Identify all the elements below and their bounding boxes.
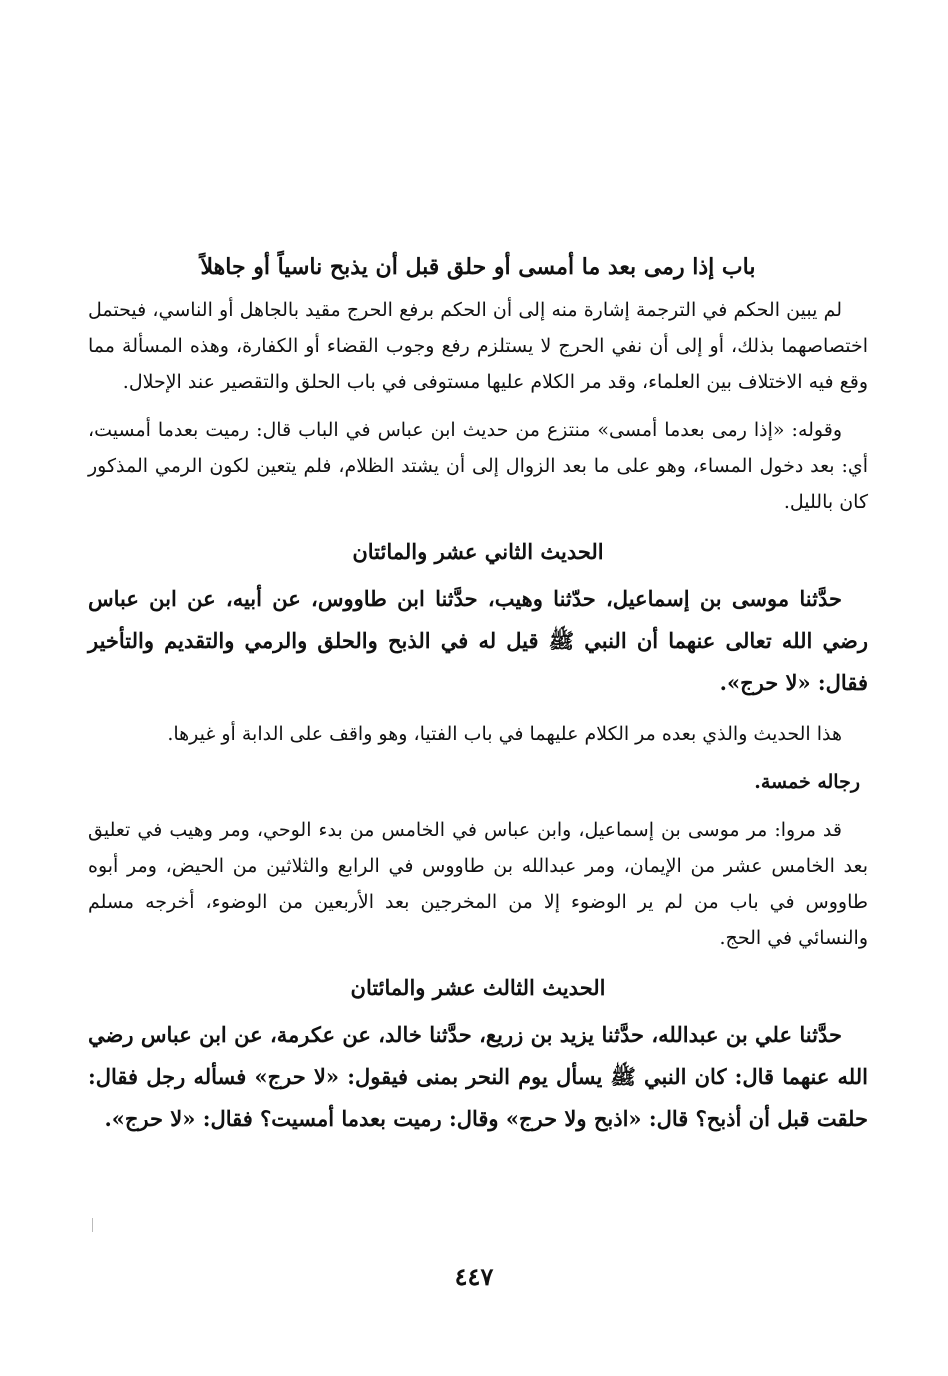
hadith-212-heading: الحديث الثاني عشر والمائتان: [352, 539, 604, 564]
page-body: [88, 246, 868, 1152]
hadith-212-text: حدَّثنا موسى بن إسماعيل، حدّثنا وهيب، حدَّثنا ابن طاووس، عن أبيه، عن ابن عباس رضي الله تعالى عنهما أن النبي ﷺ قيل له في الذبح والحلق والرمي والتقديم والتأخير فقال: «لا حرج».: [88, 586, 868, 695]
hadith-213-text: حدَّثنا علي بن عبدالله، حدَّثنا يزيد بن زريع، حدَّثنا خالد، عن عكرمة، عن ابن عباس رضي الله عنهما قال: كان النبي ﷺ يسأل يوم النحر بمنى فيقول: «لا حرج» فسأله رجل فقال: حلقت قبل أن أذبح؟ قال: «اذبح ولا حرج» وقال: رميت بعدما أمسيت؟ فقال: «لا حرج».: [88, 1022, 868, 1131]
narrators-paragraph: قد مروا: مر موسى بن إسماعيل، وابن عباس في الخامس من بدء الوحي، ومر وهيب في تعليق بعد الخامس عشر من الإيمان، ومر عبدالله بن طاووس في الرابع والثلاثين من الحيض، ومر أبوه طاووس في باب من لم ير الوضوء إلا من المخرجين بعد الأربعين من الوضوء، أخرجه مسلم والنسائي في الحج.: [88, 819, 868, 949]
intro-paragraph-2: وقوله: «إذا رمى بعدما أمسى» منتزع من حديث ابن عباس في الباب قال: رميت بعدما أمسيت، أي: بعد دخول المساء، وهو على ما بعد الزوال إلى أن يشتد الظلام، فلم يتعين لكون الرمي المذكور كان بالليل.: [88, 419, 868, 513]
narrators-heading: رجاله خمسة.: [754, 771, 860, 793]
page-number: ٤٤٧: [454, 1262, 494, 1291]
margin-mark: [92, 1218, 93, 1232]
hadith-213-heading: الحديث الثالث عشر والمائتان: [350, 975, 606, 1000]
intro-paragraph-1: لم يبين الحكم في الترجمة إشارة منه إلى أن الحكم برفع الحرج مقيد بالجاهل أو الناسي، فيحتمل اختصاصهما بذلك، أو إلى أن نفي الحرج لا يستلزم رفع وجوب القضاء أو الكفارة، وهذه المسألة مما وقع فيه الاختلاف بين العلماء، وقد مر الكلام عليها مستوفى في باب الحلق والتقصير عند الإحلال.: [88, 299, 868, 393]
chapter-title: باب إذا رمى بعد ما أمسى أو حلق قبل أن يذبح ناسياً أو جاهلاً: [200, 254, 756, 280]
hadith-212-commentary: هذا الحديث والذي بعده مر الكلام عليهما في باب الفتيا، وهو واقف على الدابة أو غيرها.: [167, 723, 842, 745]
